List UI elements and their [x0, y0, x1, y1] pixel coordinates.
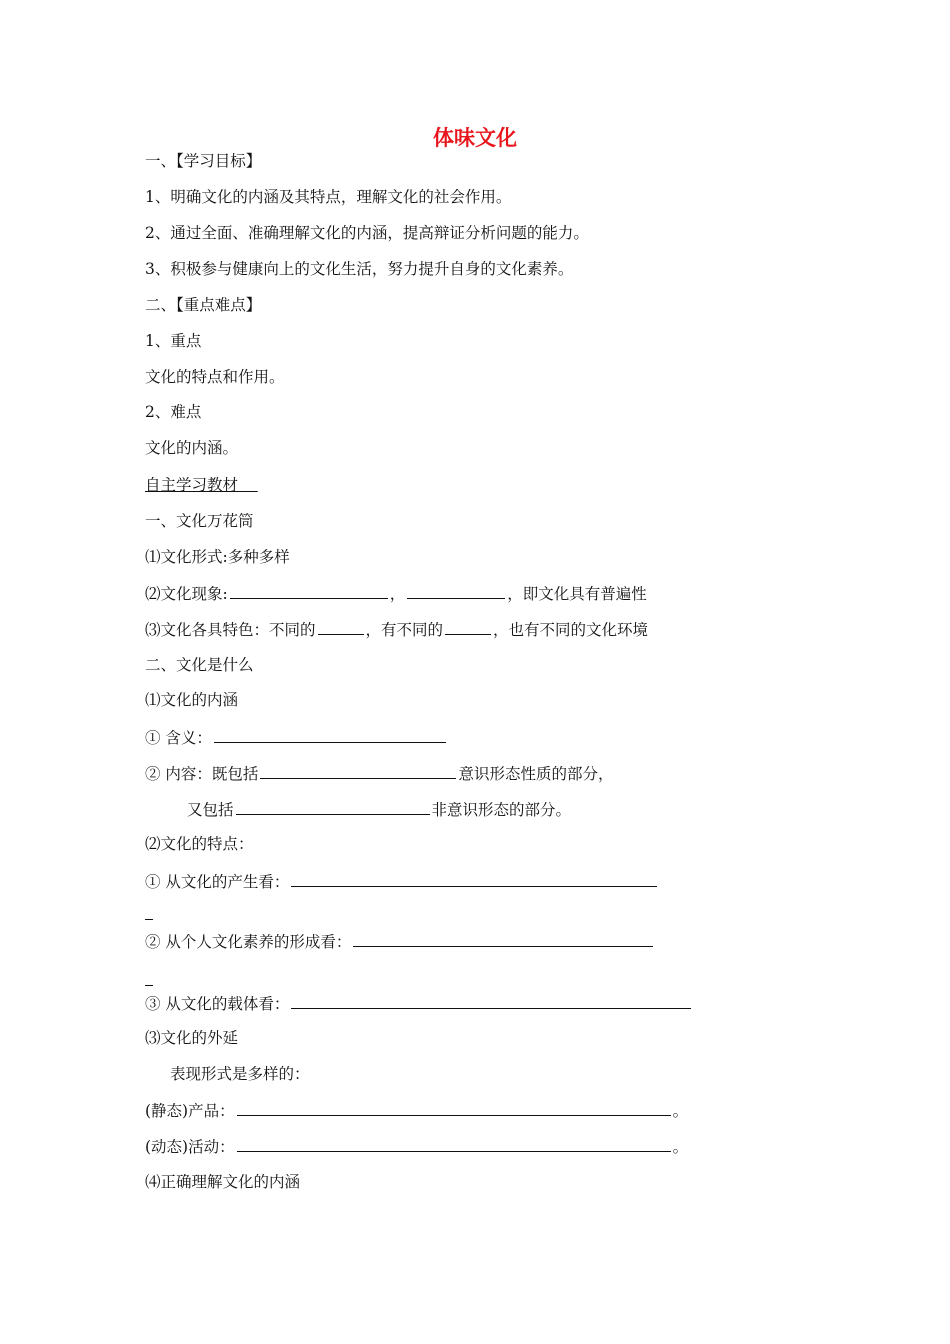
self-study-heading: 自主学习教材 [145, 476, 239, 494]
static-line: (静态)产品： 。 [145, 1102, 689, 1120]
dynamic-line: (动态)活动： 。 [145, 1138, 689, 1156]
features-heading: ⑵文化的特点： [145, 835, 254, 853]
fill-blank[interactable] [230, 583, 388, 599]
goal-item-1: 1、明确文化的内涵及其特点，理解文化的社会作用。 [145, 188, 512, 206]
difficulty-text: 文化的内涵。 [145, 439, 239, 457]
feature-personal-line: ② 从个人文化素养的形成看： [145, 931, 655, 952]
culture-characteristics-line: ⑶文化各具特色：不同的 ，有不同的 ，也有不同的文化环境 [145, 621, 649, 639]
culture-form-line: ⑴文化形式:多种多样 [145, 548, 290, 566]
content-also-line: 又包括 非意识形态的部分。 [187, 801, 572, 819]
feature-carrier-line: ③ 从文化的载体看： [145, 993, 693, 1014]
section-heading-key-points: 二、【重点难点】 [145, 296, 262, 314]
fill-blank-continuation [145, 919, 153, 920]
feature-origin-line: ① 从文化的产生看： [145, 871, 659, 892]
goal-item-3: 3、积极参与健康向上的文化生活，努力提升自身的文化素养。 [145, 260, 574, 278]
fill-blank[interactable] [318, 619, 364, 635]
fill-blank[interactable] [237, 1136, 671, 1152]
connotation-heading: ⑴文化的内涵 [145, 691, 239, 709]
part2-heading: 二、文化是什么 [145, 656, 254, 674]
culture-phenomenon-line: ⑵文化现象: ， ，即文化具有普遍性 [145, 585, 647, 603]
fill-blank[interactable] [236, 799, 430, 815]
fill-blank[interactable] [237, 1100, 671, 1116]
fill-blank[interactable] [353, 931, 653, 947]
document-title: 体味文化 [433, 126, 517, 150]
content-line: ② 内容：既包括 意识形态性质的部分， [145, 765, 614, 783]
fill-blank[interactable] [291, 993, 691, 1009]
key-point-label: 1、重点 [145, 332, 202, 350]
goal-item-2: 2、通过全面、准确理解文化的内涵，提高辩证分析问题的能力。 [145, 224, 589, 242]
forms-line: 表现形式是多样的： [170, 1065, 310, 1083]
difficulty-label: 2、难点 [145, 403, 202, 421]
fill-blank[interactable] [214, 727, 446, 743]
fill-blank[interactable] [407, 583, 505, 599]
extension-heading: ⑶文化的外延 [145, 1029, 239, 1047]
fill-blank-continuation [145, 985, 153, 986]
fill-blank[interactable] [291, 871, 657, 887]
part1-heading: 一、文化万花筒 [145, 512, 254, 530]
correct-understanding-heading: ⑷正确理解文化的内涵 [145, 1173, 301, 1191]
fill-blank[interactable] [260, 763, 456, 779]
fill-blank[interactable] [445, 619, 491, 635]
key-point-text: 文化的特点和作用。 [145, 368, 285, 386]
section-heading-goals: 一、【学习目标】 [145, 152, 262, 170]
meaning-line: ① 含义： [145, 727, 448, 748]
